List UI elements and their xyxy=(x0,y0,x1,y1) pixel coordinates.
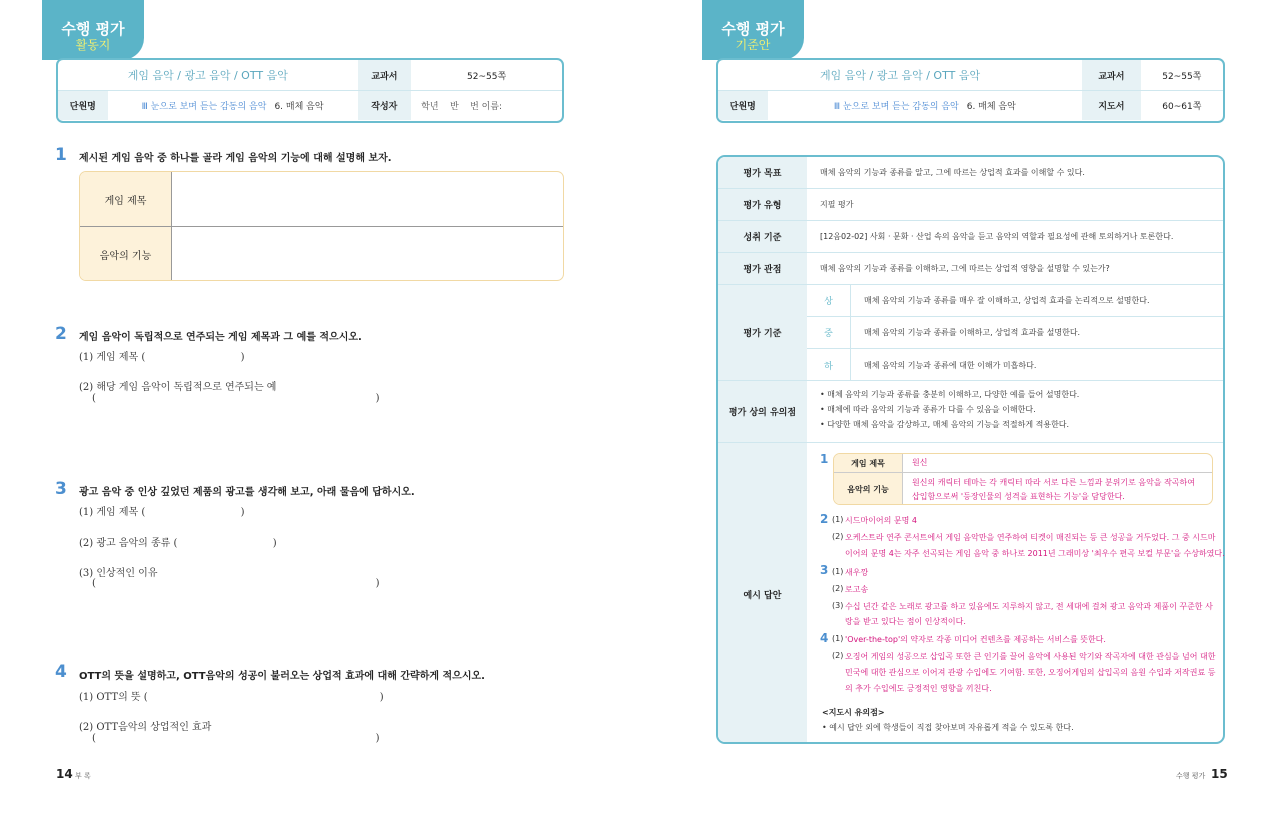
note-item: • 다양한 매체 음악을 감상하고, 매체 음악의 기능을 적절하게 적용한다. xyxy=(820,420,1070,429)
right-tag-title: 수행 평가 xyxy=(721,20,785,38)
textbook-pages: 52~55쪽 xyxy=(467,71,507,82)
a2-1: 시드마이어의 문명 4 xyxy=(845,516,917,525)
viewpoint-label: 평가 관점 xyxy=(718,253,807,284)
q3-sub3-blank: ( ) xyxy=(92,578,380,589)
q2-text: 게임 음악이 독립적으로 연주되는 게임 제목과 그 예를 적으시오. xyxy=(79,332,362,343)
a3-2: 로고송 xyxy=(845,585,869,594)
q3-text: 광고 음악 중 인상 깊었던 제품의 광고를 생각해 보고, 아래 물음에 답하시오. xyxy=(79,487,415,498)
unit-value xyxy=(108,91,358,120)
a4-1: 'Over-the-top'의 약자로 각종 미디어 컨텐츠를 제공하는 서비스를 뜻한다. xyxy=(845,635,1106,644)
level-mid-desc: 매체 음악의 기능과 종류를 이해하고, 상업적 효과를 설명한다. xyxy=(864,328,1081,337)
a1-number: 1 xyxy=(820,452,829,466)
a1-function-value xyxy=(912,473,1208,505)
goal-label: 평가 목표 xyxy=(718,157,807,188)
example-label: 예시 답안 xyxy=(718,443,807,744)
right-page-number: 15 xyxy=(1211,767,1228,781)
q4-sub2: (2) OTT음악의 상업적인 효과 xyxy=(79,722,212,733)
unit-label: 단원명 xyxy=(58,91,108,120)
q4-number: 4 xyxy=(55,662,67,682)
notes-label: 평가 상의 유의점 xyxy=(718,381,807,442)
goal-value: 매체 음악의 기능과 종류를 알고, 그에 따르는 상업적 효과를 이해할 수 있다. xyxy=(820,168,1085,177)
q2-sub1: (1) 게임 제목 ( ) xyxy=(79,352,245,363)
textbook-label: 교과서 xyxy=(358,60,412,90)
left-info-box xyxy=(56,58,564,123)
unit-section: 6. 매체 음악 xyxy=(274,102,324,112)
level-row-mid xyxy=(807,317,1223,349)
level-row-high xyxy=(807,285,1223,317)
tip-title: <지도시 유의점> xyxy=(822,708,885,717)
q3-sub1: (1) 게임 제목 ( ) xyxy=(79,507,245,518)
a1-title-label: 게임 제목 xyxy=(834,454,903,472)
a4-2a: 오징어 게임의 성공으로 삽입곡 또한 큰 인기를 끌어 음악에 사용된 악기와 작곡자에 대한 관심을 넘어 대한 xyxy=(845,652,1216,661)
q3-sub2: (2) 광고 음악의 종류 ( ) xyxy=(79,538,277,549)
a3-1: 새우깡 xyxy=(845,568,869,577)
type-label: 평가 유형 xyxy=(718,189,807,220)
a3-2-num: (2) xyxy=(832,584,844,593)
guide-label: 지도서 xyxy=(1082,91,1141,120)
q1-music-function-label: 음악의 기능 xyxy=(80,227,172,281)
right-section-tag xyxy=(702,0,804,60)
q1-answer-table xyxy=(79,171,564,281)
level-high: 상 xyxy=(807,285,851,316)
right-page-section: 수행 평가 xyxy=(1176,772,1206,780)
a4-2c: 의 추가 수입에도 긍정적인 영향을 끼친다. xyxy=(845,684,992,693)
q1-text: 제시된 게임 음악 중 하나를 골라 게임 음악의 기능에 대해 설명해 보자. xyxy=(79,153,392,164)
a4-number: 4 xyxy=(820,631,829,645)
author-fields: 학년 반 번 이름: xyxy=(421,102,503,112)
topic: 게임 음악 / 광고 음악 / OTT 음악 xyxy=(127,69,288,82)
a1-title-value: 원신 xyxy=(912,458,928,467)
q1-number: 1 xyxy=(55,145,67,165)
a2-2-num: (2) xyxy=(832,532,844,541)
standard-value: [12음02-02] 사회 · 문화 · 산업 속의 음악을 듣고 음악의 역할과 필요성에 관해 토의하거나 토론한다. xyxy=(820,232,1174,241)
a3-3b: 랑을 받고 있다는 점이 인상적이다. xyxy=(845,617,966,626)
a1-function-label: 음악의 기능 xyxy=(834,473,903,505)
left-page-number: 14 xyxy=(56,767,73,781)
standard-label: 성취 기준 xyxy=(718,221,807,252)
right-topic: 게임 음악 / 광고 음악 / OTT 음악 xyxy=(820,69,981,82)
level-high-desc: 매체 음악의 기능과 종류를 매우 잘 이해하고, 상업적 효과를 논리적으로 설명한다. xyxy=(864,296,1150,305)
a1-answer-table xyxy=(833,453,1213,505)
a3-3a: 수십 년간 같은 노래로 광고를 하고 있음에도 지루하지 않고, 전 세대에 걸쳐 광고 음악과 제품이 꾸준한 사 xyxy=(845,602,1213,611)
right-unit-label: 단원명 xyxy=(718,91,768,120)
tip-text: • 예시 답안 외에 학생들이 직접 찾아보며 자유롭게 적을 수 있도록 한다. xyxy=(822,723,1074,732)
right-info-box xyxy=(716,58,1225,123)
right-tag-subtitle: 기준안 xyxy=(735,38,771,52)
a3-1-num: (1) xyxy=(832,567,844,576)
right-unit-title: Ⅲ 눈으로 보며 듣는 감동의 음악 xyxy=(833,102,959,112)
a2-2b: 이어의 문명 4는 자주 선곡되는 게임 음악 중 하나로 2011년 그래미상 '최우수 편곡 보컬 부문'을 수상하였다. xyxy=(845,549,1225,558)
type-value: 지필 평가 xyxy=(820,200,854,209)
a2-2a: 오케스트라 연주 콘서트에서 게임 음악만을 연주하여 티켓이 매진되는 등 큰 성공을 거두었다. 그 중 시드마 xyxy=(845,533,1216,542)
right-textbook-label: 교과서 xyxy=(1082,60,1141,90)
q4-sub1: (1) OTT의 뜻 ( ) xyxy=(79,692,384,703)
left-section-tag xyxy=(42,0,144,60)
author-label: 작성자 xyxy=(358,91,412,120)
q4-sub2-blank: ( ) xyxy=(92,733,380,744)
q4-text: OTT의 뜻을 설명하고, OTT음악의 성공이 불러오는 상업적 효과에 대해 간략하게 적으시오. xyxy=(79,671,485,682)
viewpoint-value: 매체 음악의 기능과 종류를 이해하고, 그에 따르는 상업적 영향을 설명할 수 있는가? xyxy=(820,264,1110,273)
unit-title: Ⅲ 눈으로 보며 듣는 감동의 음악 xyxy=(141,102,267,112)
a2-number: 2 xyxy=(820,512,829,526)
q2-sub2: (2) 해당 게임 음악이 독립적으로 연주되는 예 xyxy=(79,382,277,393)
right-textbook-pages: 52~55쪽 xyxy=(1162,71,1202,82)
q1-game-title-label: 게임 제목 xyxy=(80,172,172,226)
a4-1-num: (1) xyxy=(832,634,844,643)
a4-2b: 민국에 대한 관심으로 이어져 관광 수입에도 기여함. 또한, 오징어게임의 삽입곡의 음원 수입과 저작권료 등 xyxy=(845,668,1216,677)
levels-label: 평가 기준 xyxy=(718,285,807,380)
level-low: 하 xyxy=(807,349,851,381)
a3-3-num: (3) xyxy=(832,601,844,610)
a1-function-line: 삽입함으로써 '등장인물의 성격을 표현하는 기능'을 담당한다. xyxy=(912,491,1125,501)
a2-1-num: (1) xyxy=(832,515,844,524)
q3-number: 3 xyxy=(55,479,67,499)
right-unit-section: 6. 매체 음악 xyxy=(966,102,1016,112)
right-unit-value xyxy=(768,91,1083,120)
a3-number: 3 xyxy=(820,563,829,577)
left-tag-subtitle: 활동지 xyxy=(75,38,111,52)
level-low-desc: 매체 음악의 기능과 종류에 대한 이해가 미흡하다. xyxy=(864,360,1037,370)
a4-2-num: (2) xyxy=(832,651,844,660)
level-mid: 중 xyxy=(807,317,851,348)
q3-sub3: (3) 인상적인 이유 xyxy=(79,568,158,579)
q2-sub2-blank: ( ) xyxy=(92,393,380,404)
a1-function-line: 원신의 캐릭터 테마는 각 캐릭터 따라 서로 다른 느낌과 분위기로 음악을 작곡하여 xyxy=(912,477,1195,487)
level-row-low xyxy=(807,349,1223,381)
note-item: • 매체 음악의 기능과 종류를 충분히 이해하고, 다양한 예를 들어 설명한다. xyxy=(820,390,1080,399)
note-item: • 매체에 따라 음악의 기능과 종류가 다를 수 있음을 이해한다. xyxy=(820,405,1036,414)
left-tag-title: 수행 평가 xyxy=(61,20,125,38)
notes-list xyxy=(820,387,1079,432)
q2-number: 2 xyxy=(55,324,67,344)
guide-pages: 60~61쪽 xyxy=(1162,102,1202,112)
left-page-section: 부 록 xyxy=(75,772,91,780)
